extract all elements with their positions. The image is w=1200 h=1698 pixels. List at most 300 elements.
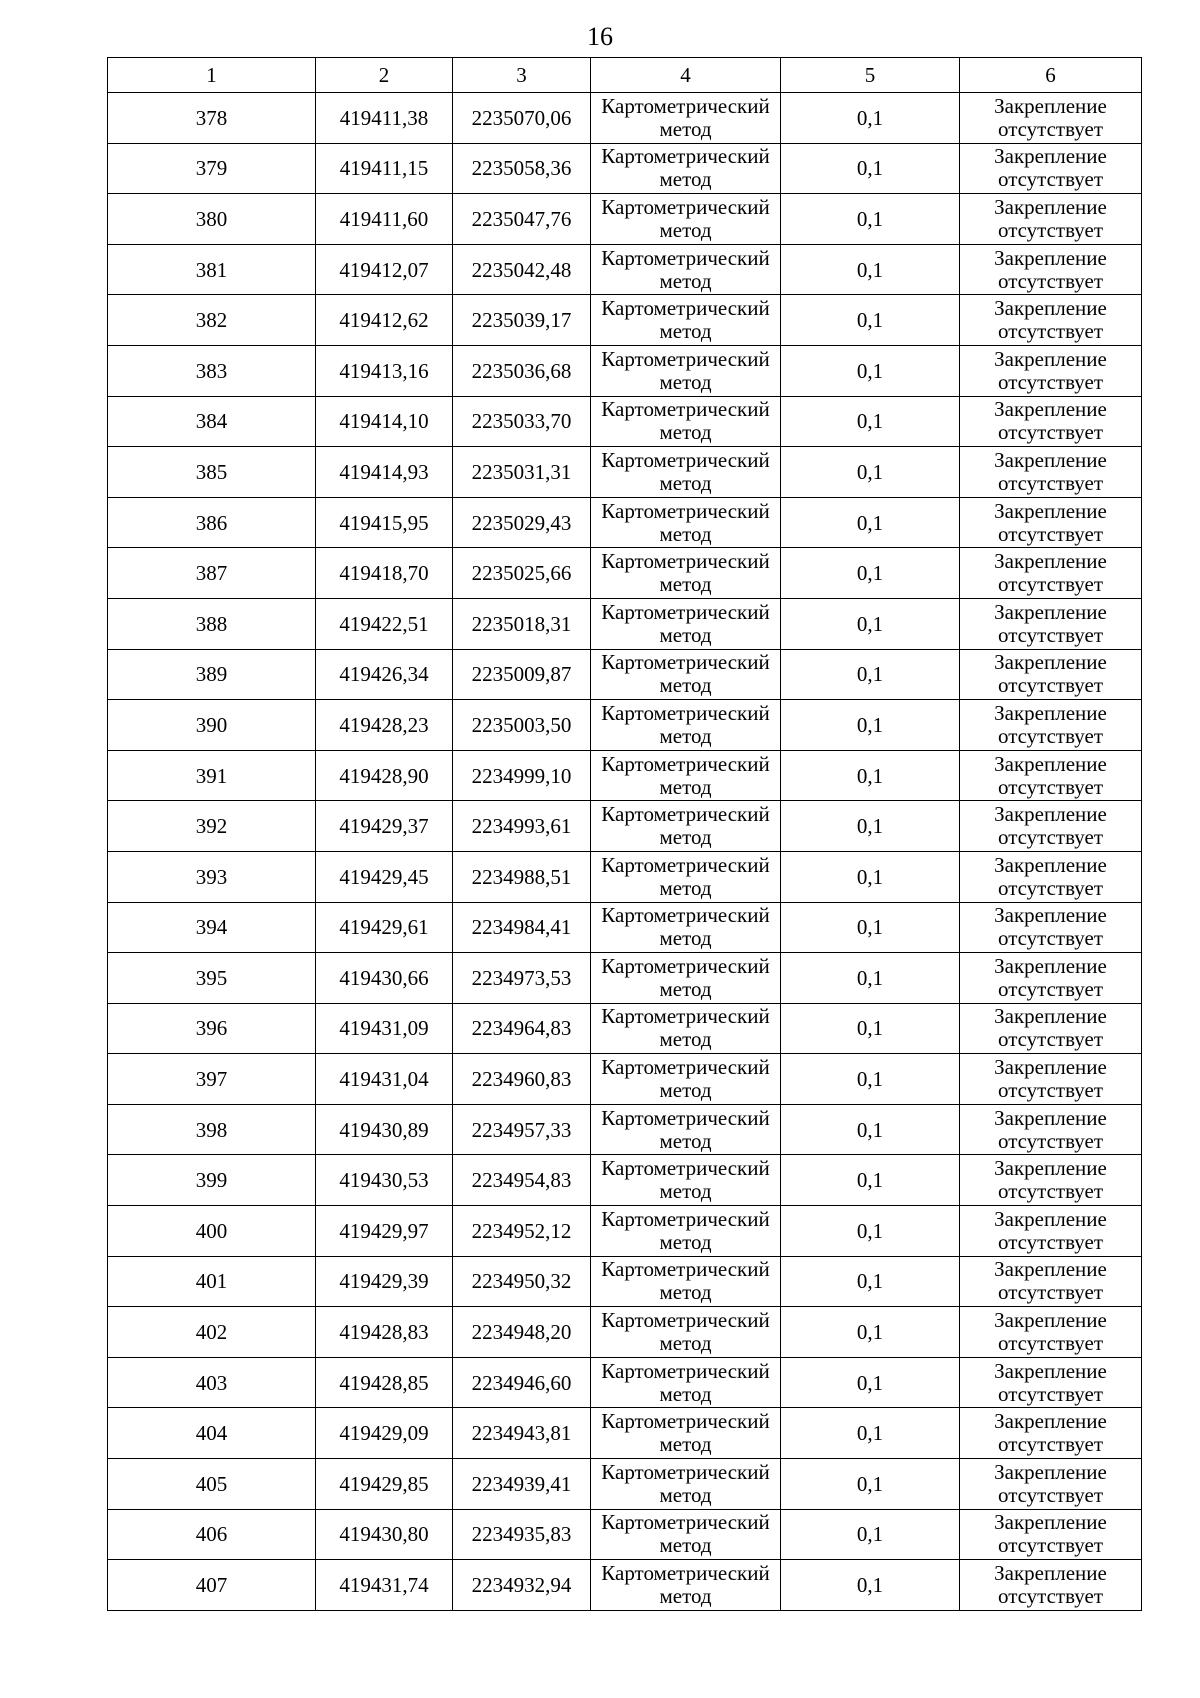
method-cell — [591, 1003, 781, 1054]
fixation-cell — [960, 902, 1142, 953]
table-row — [108, 902, 1142, 953]
fixation-text-line: Закрепление — [994, 1561, 1107, 1586]
method-cell — [591, 345, 781, 396]
method-text-line: Картометрический — [601, 1459, 770, 1484]
fixation-text-line: Закрепление — [994, 1409, 1107, 1434]
table-row — [108, 345, 1142, 396]
point-number-cell: 404 — [108, 1408, 316, 1459]
column-header-3: 3 — [453, 58, 591, 93]
table-row — [108, 1104, 1142, 1155]
y-coordinate-cell: 2235029,43 — [453, 497, 591, 548]
method-text-line: Картометрический — [601, 852, 770, 877]
fixation-text-line: отсутствует — [997, 1381, 1104, 1406]
fixation-text-line: Закрепление — [994, 903, 1107, 928]
method-text-line: метод — [659, 1533, 712, 1558]
fixation-cell — [960, 345, 1142, 396]
y-coordinate-cell: 2234952,12 — [453, 1206, 591, 1257]
fixation-text-line: отсутствует — [997, 673, 1104, 698]
x-coordinate-cell: 419429,61 — [316, 902, 453, 953]
method-cell — [591, 953, 781, 1004]
table-row — [108, 1155, 1142, 1206]
method-cell — [591, 1459, 781, 1510]
method-text-line: Картометрический — [601, 1004, 770, 1029]
x-coordinate-cell: 419414,93 — [316, 447, 453, 498]
y-coordinate-cell: 2234950,32 — [453, 1256, 591, 1307]
fixation-text-line: отсутствует — [997, 622, 1104, 647]
fixation-cell — [960, 1408, 1142, 1459]
point-number-cell: 403 — [108, 1357, 316, 1408]
fixation-text-line: Закрепление — [994, 650, 1107, 675]
fixation-text-line: Закрепление — [994, 1156, 1107, 1181]
fixation-cell — [960, 295, 1142, 346]
fixation-text-line: отсутствует — [997, 976, 1104, 1001]
accuracy-cell: 0,1 — [781, 851, 960, 902]
method-text-line: Картометрический — [601, 599, 770, 624]
x-coordinate-cell: 419431,04 — [316, 1054, 453, 1105]
method-text-line: Картометрический — [601, 245, 770, 270]
method-cell — [591, 1256, 781, 1307]
fixation-text-line: Закрепление — [994, 498, 1107, 523]
accuracy-cell: 0,1 — [781, 295, 960, 346]
fixation-cell — [960, 1307, 1142, 1358]
fixation-text-line: отсутствует — [997, 420, 1104, 445]
table-row — [108, 497, 1142, 548]
accuracy-cell: 0,1 — [781, 244, 960, 295]
table-row — [108, 649, 1142, 700]
table-row — [108, 244, 1142, 295]
column-header-5: 5 — [781, 58, 960, 93]
point-number-cell: 405 — [108, 1459, 316, 1510]
method-text-line: метод — [659, 723, 712, 748]
fixation-text-line: Закрепление — [994, 1257, 1107, 1282]
method-cell — [591, 1408, 781, 1459]
x-coordinate-cell: 419412,62 — [316, 295, 453, 346]
accuracy-cell: 0,1 — [781, 1307, 960, 1358]
y-coordinate-cell: 2234957,33 — [453, 1104, 591, 1155]
table-row — [108, 548, 1142, 599]
method-cell — [591, 1307, 781, 1358]
y-coordinate-cell: 2235036,68 — [453, 345, 591, 396]
method-text-line: метод — [659, 673, 712, 698]
fixation-cell — [960, 1509, 1142, 1560]
accuracy-cell: 0,1 — [781, 497, 960, 548]
accuracy-cell: 0,1 — [781, 1459, 960, 1510]
fixation-text-line: Закрепление — [994, 751, 1107, 776]
fixation-text-line: отсутствует — [997, 1432, 1104, 1457]
x-coordinate-cell: 419429,85 — [316, 1459, 453, 1510]
fixation-text-line: отсутствует — [997, 470, 1104, 495]
fixation-cell — [960, 1104, 1142, 1155]
fixation-text-line: Закрепление — [994, 1358, 1107, 1383]
coordinates-table — [107, 57, 1142, 1611]
fixation-text-line: отсутствует — [997, 875, 1104, 900]
fixation-text-line: Закрепление — [994, 549, 1107, 574]
y-coordinate-cell: 2234960,83 — [453, 1054, 591, 1105]
x-coordinate-cell: 419411,15 — [316, 143, 453, 194]
method-text-line: Картометрический — [601, 802, 770, 827]
method-cell — [591, 1104, 781, 1155]
y-coordinate-cell: 2235003,50 — [453, 700, 591, 751]
point-number-cell: 393 — [108, 851, 316, 902]
fixation-text-line: отсутствует — [997, 825, 1104, 850]
accuracy-cell: 0,1 — [781, 194, 960, 245]
accuracy-cell: 0,1 — [781, 1003, 960, 1054]
fixation-cell — [960, 244, 1142, 295]
y-coordinate-cell: 2234984,41 — [453, 902, 591, 953]
table-row — [108, 801, 1142, 852]
y-coordinate-cell: 2235042,48 — [453, 244, 591, 295]
point-number-cell: 399 — [108, 1155, 316, 1206]
method-cell — [591, 447, 781, 498]
fixation-cell — [960, 396, 1142, 447]
table-row — [108, 1003, 1142, 1054]
method-text-line: метод — [659, 825, 712, 850]
point-number-cell: 386 — [108, 497, 316, 548]
method-text-line: метод — [659, 116, 712, 141]
point-number-cell: 401 — [108, 1256, 316, 1307]
fixation-text-line: Закрепление — [994, 144, 1107, 169]
fixation-text-line: Закрепление — [994, 1510, 1107, 1535]
y-coordinate-cell: 2234932,94 — [453, 1560, 591, 1611]
point-number-cell: 385 — [108, 447, 316, 498]
method-cell — [591, 649, 781, 700]
method-text-line: метод — [659, 1078, 712, 1103]
fixation-text-line: Закрепление — [994, 93, 1107, 118]
accuracy-cell: 0,1 — [781, 649, 960, 700]
method-cell — [591, 1054, 781, 1105]
fixation-text-line: отсутствует — [997, 268, 1104, 293]
method-cell — [591, 750, 781, 801]
accuracy-cell: 0,1 — [781, 93, 960, 144]
table-row — [108, 851, 1142, 902]
fixation-text-line: Закрепление — [994, 1308, 1107, 1333]
fixation-text-line: Закрепление — [994, 447, 1107, 472]
method-text-line: метод — [659, 1179, 712, 1204]
method-cell — [591, 1357, 781, 1408]
y-coordinate-cell: 2234946,60 — [453, 1357, 591, 1408]
point-number-cell: 407 — [108, 1560, 316, 1611]
y-coordinate-cell: 2235025,66 — [453, 548, 591, 599]
method-text-line: Картометрический — [601, 903, 770, 928]
method-cell — [591, 548, 781, 599]
method-cell — [591, 244, 781, 295]
x-coordinate-cell: 419430,89 — [316, 1104, 453, 1155]
table-header — [108, 58, 1142, 93]
accuracy-cell: 0,1 — [781, 447, 960, 498]
x-coordinate-cell: 419426,34 — [316, 649, 453, 700]
point-number-cell: 387 — [108, 548, 316, 599]
x-coordinate-cell: 419413,16 — [316, 345, 453, 396]
y-coordinate-cell: 2234935,83 — [453, 1509, 591, 1560]
fixation-text-line: Закрепление — [994, 397, 1107, 422]
method-text-line: метод — [659, 1584, 712, 1609]
table-row — [108, 447, 1142, 498]
method-text-line: Картометрический — [601, 751, 770, 776]
method-text-line: метод — [659, 1381, 712, 1406]
method-text-line: метод — [659, 167, 712, 192]
table-row — [108, 93, 1142, 144]
accuracy-cell: 0,1 — [781, 1509, 960, 1560]
fixation-cell — [960, 548, 1142, 599]
method-text-line: метод — [659, 217, 712, 242]
x-coordinate-cell: 419429,09 — [316, 1408, 453, 1459]
fixation-cell — [960, 851, 1142, 902]
y-coordinate-cell: 2234999,10 — [453, 750, 591, 801]
point-number-cell: 381 — [108, 244, 316, 295]
fixation-cell — [960, 93, 1142, 144]
accuracy-cell: 0,1 — [781, 598, 960, 649]
table-row — [108, 750, 1142, 801]
method-cell — [591, 194, 781, 245]
method-text-line: Картометрический — [601, 549, 770, 574]
method-text-line: Картометрический — [601, 953, 770, 978]
fixation-text-line: Закрепление — [994, 296, 1107, 321]
x-coordinate-cell: 419428,90 — [316, 750, 453, 801]
method-text-line: Картометрический — [601, 1206, 770, 1231]
fixation-cell — [960, 1206, 1142, 1257]
fixation-text-line: отсутствует — [997, 1331, 1104, 1356]
accuracy-cell: 0,1 — [781, 1054, 960, 1105]
fixation-text-line: Закрепление — [994, 1004, 1107, 1029]
method-cell — [591, 851, 781, 902]
x-coordinate-cell: 419428,23 — [316, 700, 453, 751]
fixation-cell — [960, 801, 1142, 852]
fixation-cell — [960, 143, 1142, 194]
x-coordinate-cell: 419411,60 — [316, 194, 453, 245]
method-text-line: Картометрический — [601, 1409, 770, 1434]
method-text-line: метод — [659, 420, 712, 445]
point-number-cell: 379 — [108, 143, 316, 194]
accuracy-cell: 0,1 — [781, 345, 960, 396]
x-coordinate-cell: 419431,74 — [316, 1560, 453, 1611]
method-text-line: метод — [659, 369, 712, 394]
fixation-cell — [960, 700, 1142, 751]
fixation-cell — [960, 1256, 1142, 1307]
y-coordinate-cell: 2234939,41 — [453, 1459, 591, 1510]
method-text-line: метод — [659, 926, 712, 951]
fixation-cell — [960, 598, 1142, 649]
table-row — [108, 953, 1142, 1004]
method-text-line: метод — [659, 1482, 712, 1507]
column-header-6: 6 — [960, 58, 1142, 93]
method-text-line: Картометрический — [601, 1561, 770, 1586]
table-row — [108, 700, 1142, 751]
fixation-text-line: отсутствует — [997, 1229, 1104, 1254]
table-row — [108, 1560, 1142, 1611]
table-row — [108, 1357, 1142, 1408]
accuracy-cell: 0,1 — [781, 396, 960, 447]
table-row — [108, 1509, 1142, 1560]
fixation-text-line: отсутствует — [997, 774, 1104, 799]
method-text-line: метод — [659, 774, 712, 799]
y-coordinate-cell: 2235047,76 — [453, 194, 591, 245]
method-cell — [591, 1560, 781, 1611]
x-coordinate-cell: 419418,70 — [316, 548, 453, 599]
fixation-text-line: отсутствует — [997, 1280, 1104, 1305]
point-number-cell: 406 — [108, 1509, 316, 1560]
fixation-text-line: отсутствует — [997, 1128, 1104, 1153]
accuracy-cell: 0,1 — [781, 1256, 960, 1307]
fixation-text-line: отсутствует — [997, 1179, 1104, 1204]
method-cell — [591, 396, 781, 447]
point-number-cell: 392 — [108, 801, 316, 852]
point-number-cell: 382 — [108, 295, 316, 346]
method-text-line: метод — [659, 875, 712, 900]
fixation-text-line: отсутствует — [997, 1078, 1104, 1103]
method-text-line: Картометрический — [601, 397, 770, 422]
method-cell — [591, 93, 781, 144]
y-coordinate-cell: 2235009,87 — [453, 649, 591, 700]
method-text-line: метод — [659, 622, 712, 647]
method-cell — [591, 295, 781, 346]
point-number-cell: 402 — [108, 1307, 316, 1358]
method-text-line: метод — [659, 521, 712, 546]
fixation-text-line: Закрепление — [994, 852, 1107, 877]
method-text-line: Картометрический — [601, 1510, 770, 1535]
method-text-line: Картометрический — [601, 1358, 770, 1383]
method-cell — [591, 497, 781, 548]
method-text-line: Картометрический — [601, 1156, 770, 1181]
point-number-cell: 397 — [108, 1054, 316, 1105]
fixation-text-line: Закрепление — [994, 599, 1107, 624]
y-coordinate-cell: 2234993,61 — [453, 801, 591, 852]
method-cell — [591, 143, 781, 194]
accuracy-cell: 0,1 — [781, 1408, 960, 1459]
method-text-line: метод — [659, 1280, 712, 1305]
fixation-text-line: отсутствует — [997, 369, 1104, 394]
method-text-line: Картометрический — [601, 1257, 770, 1282]
method-cell — [591, 902, 781, 953]
fixation-cell — [960, 1054, 1142, 1105]
fixation-text-line: Закрепление — [994, 700, 1107, 725]
method-cell — [591, 801, 781, 852]
x-coordinate-cell: 419412,07 — [316, 244, 453, 295]
x-coordinate-cell: 419428,85 — [316, 1357, 453, 1408]
fixation-cell — [960, 1003, 1142, 1054]
x-coordinate-cell: 419430,66 — [316, 953, 453, 1004]
fixation-text-line: отсутствует — [997, 572, 1104, 597]
fixation-text-line: отсутствует — [997, 1533, 1104, 1558]
method-text-line: метод — [659, 319, 712, 344]
x-coordinate-cell: 419429,45 — [316, 851, 453, 902]
fixation-cell — [960, 194, 1142, 245]
method-cell — [591, 1509, 781, 1560]
fixation-text-line: отсутствует — [997, 167, 1104, 192]
x-coordinate-cell: 419428,83 — [316, 1307, 453, 1358]
fixation-text-line: отсутствует — [997, 1027, 1104, 1052]
table-row — [108, 1459, 1142, 1510]
fixation-text-line: Закрепление — [994, 953, 1107, 978]
point-number-cell: 398 — [108, 1104, 316, 1155]
accuracy-cell: 0,1 — [781, 750, 960, 801]
accuracy-cell: 0,1 — [781, 1357, 960, 1408]
x-coordinate-cell: 419429,97 — [316, 1206, 453, 1257]
accuracy-cell: 0,1 — [781, 548, 960, 599]
fixation-text-line: Закрепление — [994, 194, 1107, 219]
point-number-cell: 378 — [108, 93, 316, 144]
method-text-line: метод — [659, 268, 712, 293]
fixation-text-line: отсутствует — [997, 926, 1104, 951]
y-coordinate-cell: 2235018,31 — [453, 598, 591, 649]
method-text-line: метод — [659, 1331, 712, 1356]
x-coordinate-cell: 419429,37 — [316, 801, 453, 852]
fixation-cell — [960, 1459, 1142, 1510]
fixation-cell — [960, 497, 1142, 548]
point-number-cell: 395 — [108, 953, 316, 1004]
table-row — [108, 396, 1142, 447]
point-number-cell: 384 — [108, 396, 316, 447]
accuracy-cell: 0,1 — [781, 1560, 960, 1611]
x-coordinate-cell: 419429,39 — [316, 1256, 453, 1307]
method-text-line: Картометрический — [601, 144, 770, 169]
x-coordinate-cell: 419422,51 — [316, 598, 453, 649]
page-number: 16 — [587, 22, 613, 51]
table-row — [108, 1206, 1142, 1257]
header-row — [108, 58, 1142, 93]
fixation-text-line: отсутствует — [997, 1482, 1104, 1507]
method-text-line: Картометрический — [601, 1105, 770, 1130]
table-row — [108, 1307, 1142, 1358]
fixation-cell — [960, 750, 1142, 801]
method-text-line: Картометрический — [601, 296, 770, 321]
table-row — [108, 194, 1142, 245]
x-coordinate-cell: 419414,10 — [316, 396, 453, 447]
x-coordinate-cell: 419431,09 — [316, 1003, 453, 1054]
point-number-cell: 400 — [108, 1206, 316, 1257]
y-coordinate-cell: 2234964,83 — [453, 1003, 591, 1054]
fixation-cell — [960, 649, 1142, 700]
method-text-line: метод — [659, 470, 712, 495]
point-number-cell: 389 — [108, 649, 316, 700]
column-header-2: 2 — [316, 58, 453, 93]
x-coordinate-cell: 419415,95 — [316, 497, 453, 548]
fixation-text-line: отсутствует — [997, 217, 1104, 242]
point-number-cell: 394 — [108, 902, 316, 953]
accuracy-cell: 0,1 — [781, 1104, 960, 1155]
table-row — [108, 295, 1142, 346]
fixation-text-line: отсутствует — [997, 723, 1104, 748]
point-number-cell: 396 — [108, 1003, 316, 1054]
point-number-cell: 380 — [108, 194, 316, 245]
point-number-cell: 390 — [108, 700, 316, 751]
column-header-4: 4 — [591, 58, 781, 93]
accuracy-cell: 0,1 — [781, 902, 960, 953]
x-coordinate-cell: 419430,80 — [316, 1509, 453, 1560]
fixation-text-line: Закрепление — [994, 346, 1107, 371]
accuracy-cell: 0,1 — [781, 1206, 960, 1257]
fixation-text-line: отсутствует — [997, 521, 1104, 546]
method-text-line: Картометрический — [601, 93, 770, 118]
method-cell — [591, 1206, 781, 1257]
fixation-cell — [960, 953, 1142, 1004]
method-text-line: Картометрический — [601, 650, 770, 675]
method-cell — [591, 700, 781, 751]
y-coordinate-cell: 2234948,20 — [453, 1307, 591, 1358]
method-text-line: метод — [659, 1229, 712, 1254]
x-coordinate-cell: 419411,38 — [316, 93, 453, 144]
y-coordinate-cell: 2234954,83 — [453, 1155, 591, 1206]
table-row — [108, 143, 1142, 194]
table-row — [108, 598, 1142, 649]
table-row — [108, 1408, 1142, 1459]
method-text-line: Картометрический — [601, 194, 770, 219]
column-header-1: 1 — [108, 58, 316, 93]
y-coordinate-cell: 2235039,17 — [453, 295, 591, 346]
fixation-text-line: Закрепление — [994, 1105, 1107, 1130]
accuracy-cell: 0,1 — [781, 700, 960, 751]
method-cell — [591, 598, 781, 649]
method-text-line: Картометрический — [601, 447, 770, 472]
